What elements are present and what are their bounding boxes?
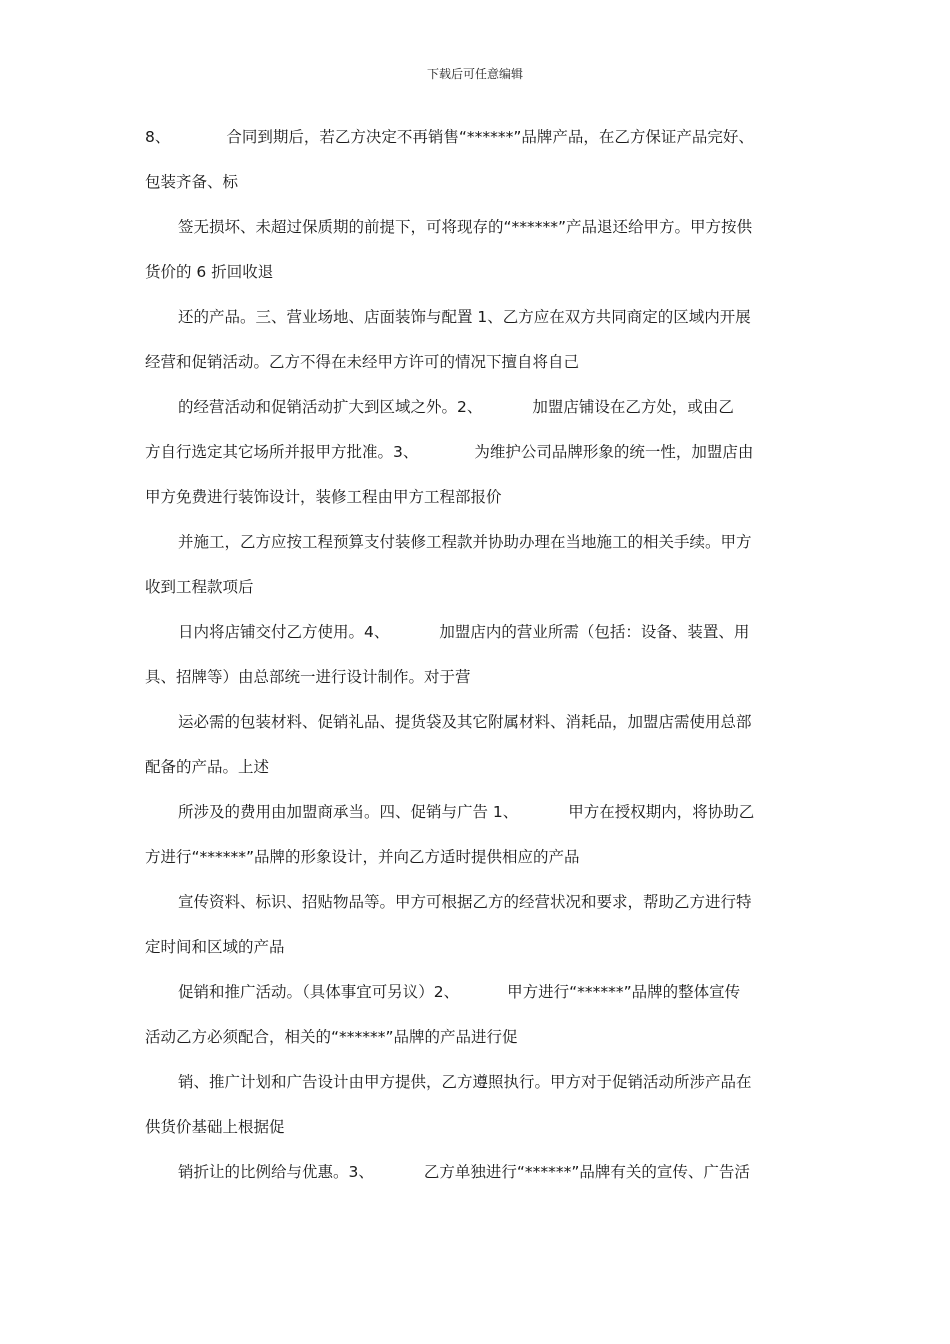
text-line <box>145 797 825 842</box>
text-line <box>145 167 825 212</box>
text-segment: 收到工程款项后 <box>145 578 254 596</box>
text-line <box>145 662 825 707</box>
text-segment: 具、招牌等）由总部统一进行设计制作。对于营 <box>145 668 471 686</box>
text-line <box>145 302 825 347</box>
text-segment: 包装齐备、标 <box>145 173 239 191</box>
text-line <box>145 437 825 482</box>
text-line <box>145 347 825 392</box>
text-segment: 促销和推广活动。（具体事宜可另议）2、 <box>178 983 460 1001</box>
text-line <box>145 887 825 932</box>
text-segment: 运必需的包装材料、促销礼品、提货袋及其它附属材料、消耗品，加盟店需使用总部 <box>178 713 752 731</box>
page-header: 下载后可任意编辑 <box>426 67 523 81</box>
text-line <box>145 1157 825 1202</box>
text-segment: 销、推广计划和广告设计由甲方提供，乙方遵照执行。甲方对于促销活动所涉产品在 <box>178 1073 752 1091</box>
text-line <box>145 707 825 752</box>
text-line <box>145 122 825 167</box>
text-line <box>145 1067 825 1112</box>
text-segment: 日内将店铺交付乙方使用。4、 <box>178 623 390 641</box>
text-segment: 方进行“******”品牌的形象设计，并向乙方适时提供相应的产品 <box>145 848 580 866</box>
clause-number: 8、 <box>145 128 171 146</box>
text-segment: 所涉及的费用由加盟商承当。四、促销与广告 1、 <box>178 803 519 821</box>
text-segment: 还的产品。三、营业场地、店面装饰与配置 1、乙方应在双方共同商定的区域内开展 <box>178 308 751 326</box>
text-segment: 加盟店铺设在乙方处，或由乙 <box>532 398 734 416</box>
text-line <box>145 932 825 977</box>
text-line <box>145 257 825 302</box>
text-segment: 货价的 6 折回收退 <box>145 263 274 281</box>
text-segment: 并施工，乙方应按工程预算支付装修工程款并协助办理在当地施工的相关手续。甲方 <box>178 533 752 551</box>
text-segment: 甲方免费进行装饰设计，装修工程由甲方工程部报价 <box>145 488 502 506</box>
text-segment: 配备的产品。上述 <box>145 758 270 776</box>
text-line <box>145 482 825 527</box>
text-line <box>145 392 825 437</box>
contract-body <box>145 122 825 1202</box>
text-line <box>145 212 825 257</box>
text-line <box>145 572 825 617</box>
text-segment: 销折让的比例给与优惠。3、 <box>178 1163 374 1181</box>
text-line <box>145 527 825 572</box>
text-segment: 甲方进行“******”品牌的整体宣传 <box>507 983 741 1001</box>
text-line <box>145 977 825 1022</box>
text-segment: 方自行选定其它场所并报甲方批准。3、 <box>145 443 419 461</box>
text-segment: 签无损坏、未超过保质期的前提下，可将现存的“******”产品退还给甲方。甲方按供 <box>178 218 753 236</box>
text-segment: 的经营活动和促销活动扩大到区域之外。2、 <box>178 398 483 416</box>
text-segment: 活动乙方必须配合，相关的“******”品牌的产品进行促 <box>145 1028 518 1046</box>
text-segment: 经营和促销活动。乙方不得在未经甲方许可的情况下擅自将自己 <box>145 353 580 371</box>
text-line <box>145 752 825 797</box>
text-segment: 甲方在授权期内，将协助乙 <box>568 803 755 821</box>
text-segment: 加盟店内的营业所需（包括：设备、装置、用 <box>439 623 750 641</box>
text-segment: 宣传资料、标识、招贴物品等。甲方可根据乙方的经营状况和要求，帮助乙方进行特 <box>178 893 752 911</box>
text-segment: 定时间和区域的产品 <box>145 938 285 956</box>
text-line <box>145 842 825 887</box>
text-line <box>145 1112 825 1157</box>
text-segment: 乙方单独进行“******”品牌有关的宣传、广告活 <box>423 1163 750 1181</box>
text-line <box>145 1022 825 1067</box>
text-segment: 供货价基础上根据促 <box>145 1118 285 1136</box>
text-segment: 合同到期后，若乙方决定不再销售“******”品牌产品，在乙方保证产品完好、 <box>226 128 754 146</box>
text-line <box>145 617 825 662</box>
text-segment: 为维护公司品牌形象的统一性，加盟店由 <box>474 443 754 461</box>
